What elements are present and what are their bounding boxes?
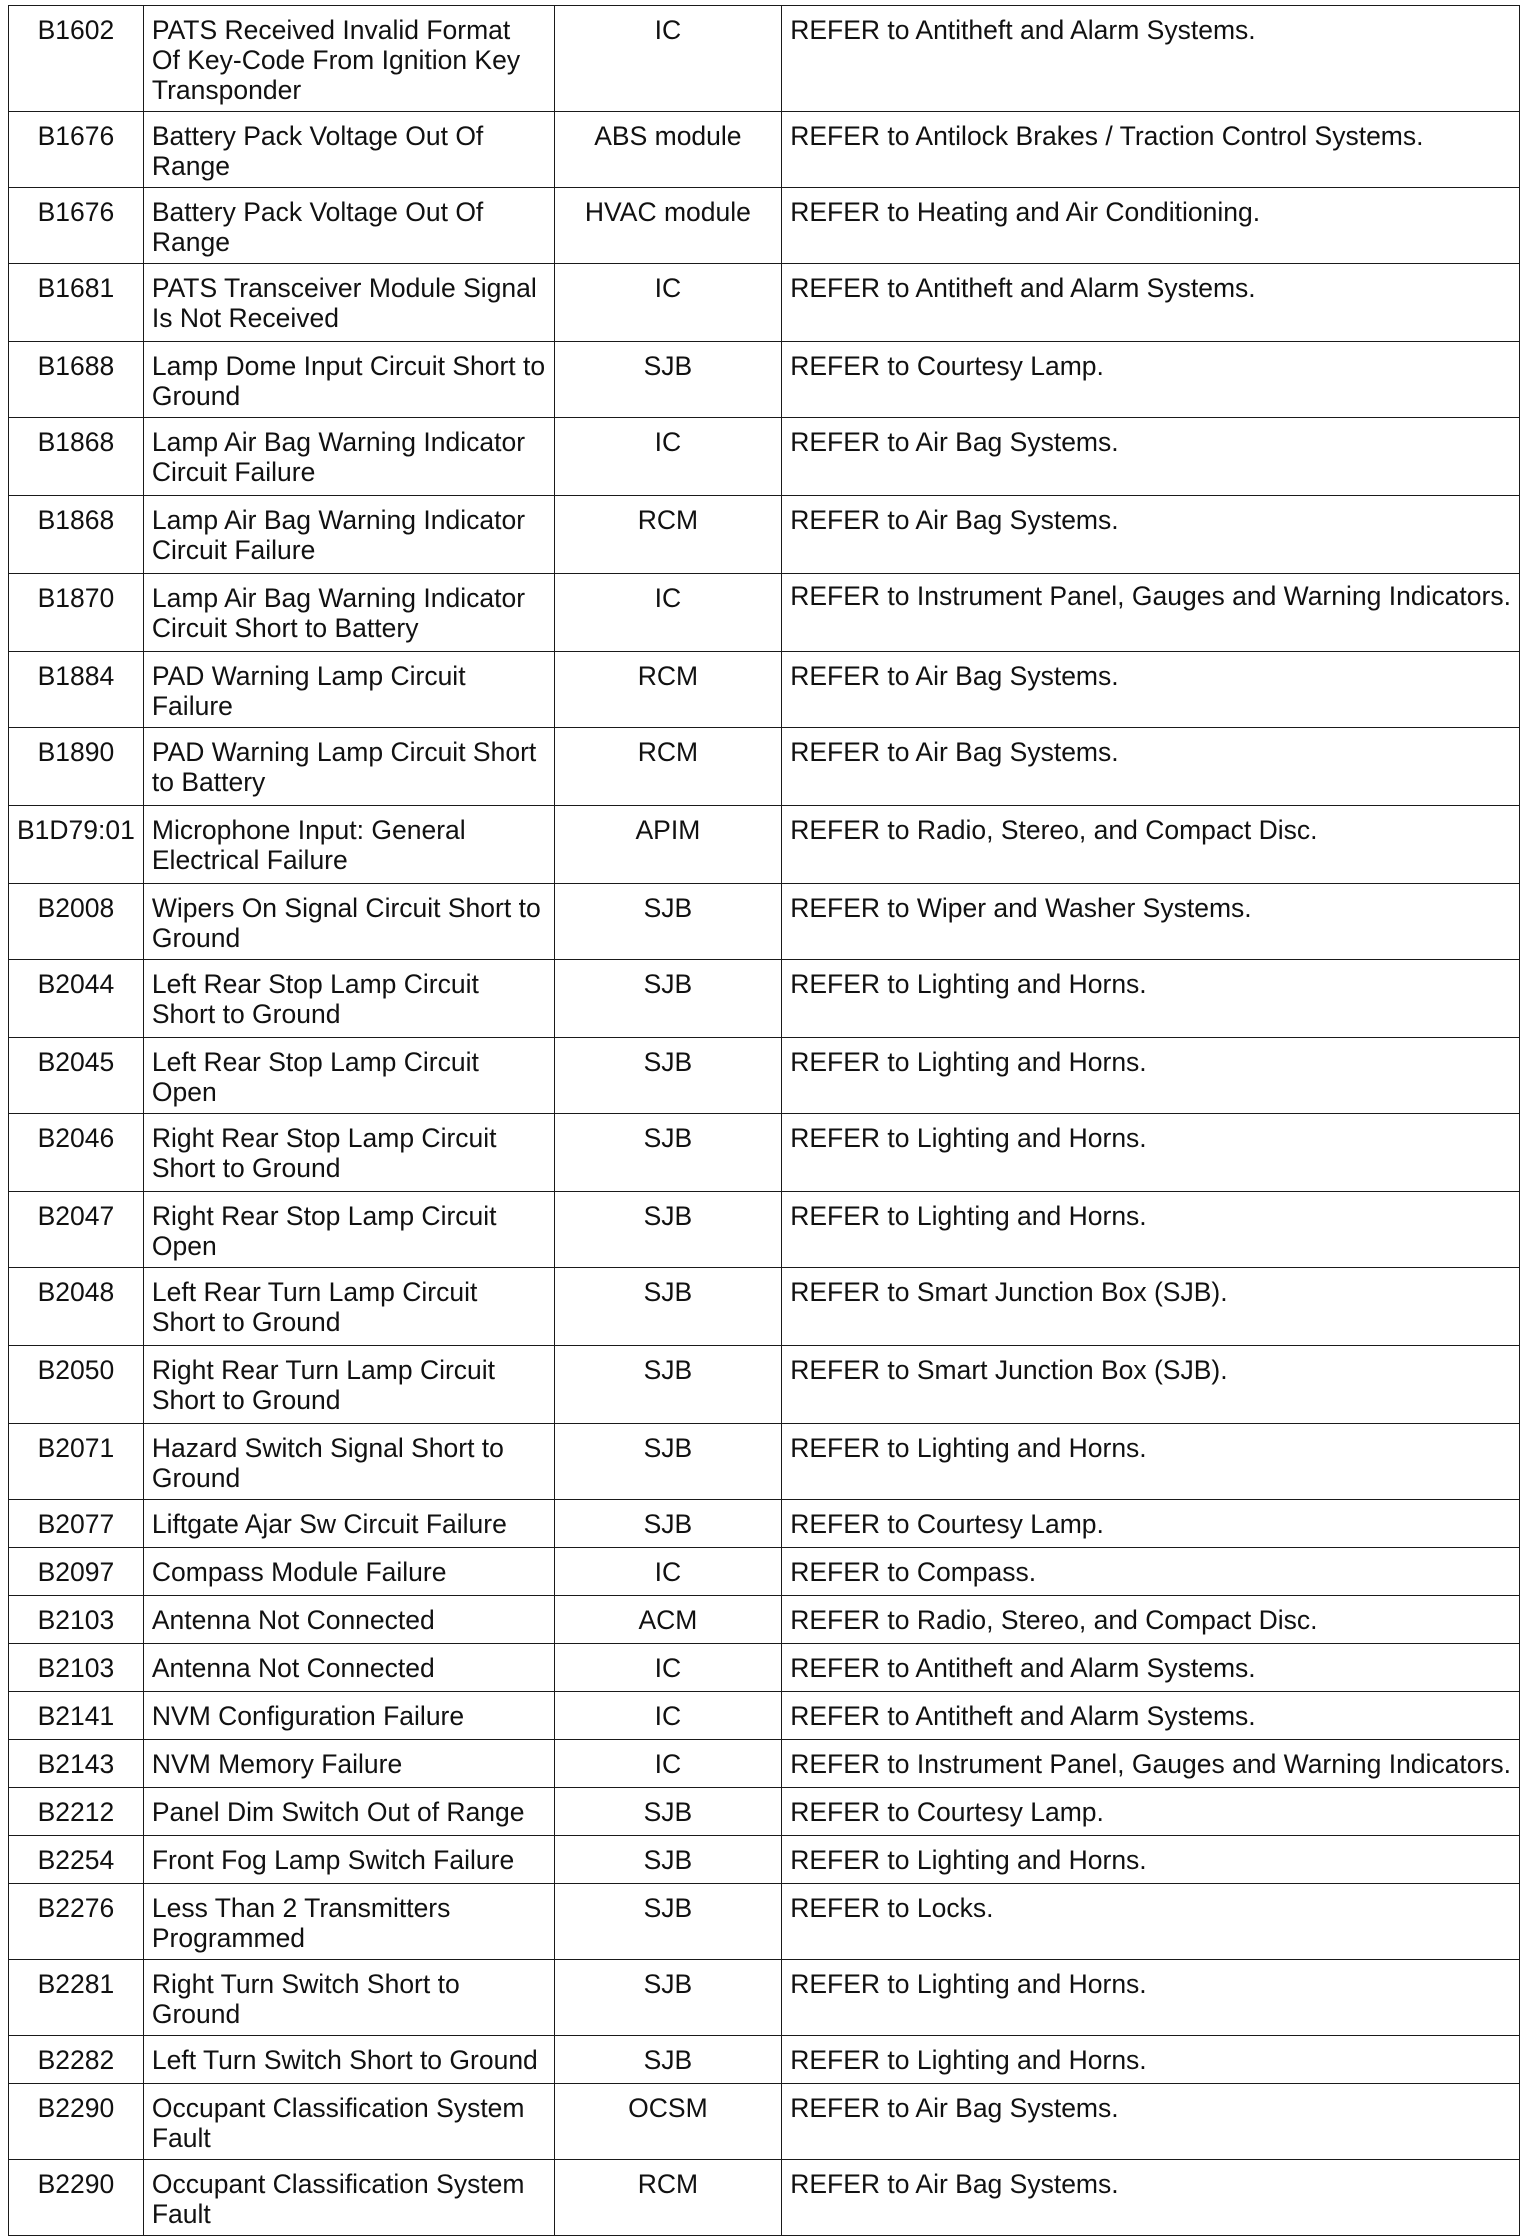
description-cell: Left Rear Stop Lamp Circuit Open (143, 1038, 554, 1114)
description-cell: Battery Pack Voltage Out Of Range (143, 112, 554, 188)
dtc-code-cell: B1602 (9, 6, 144, 112)
table-row (9, 1346, 1520, 1424)
module-cell: SJB (554, 1500, 782, 1548)
table-row (9, 496, 1520, 574)
table-row (9, 2084, 1520, 2160)
module-cell: RCM (554, 728, 782, 806)
table-row (9, 264, 1520, 342)
module-cell: IC (554, 1692, 782, 1740)
dtc-code-cell: B1681 (9, 264, 144, 342)
table-row (9, 960, 1520, 1038)
action-cell: REFER to Courtesy Lamp. (782, 1788, 1520, 1836)
action-cell: REFER to Air Bag Systems. (782, 2160, 1520, 2236)
action-cell: REFER to Instrument Panel, Gauges and Warning Indicators. (782, 574, 1520, 652)
table-row (9, 652, 1520, 728)
description-cell: Hazard Switch Signal Short to Ground (143, 1424, 554, 1500)
module-cell: IC (554, 6, 782, 112)
action-cell: REFER to Air Bag Systems. (782, 418, 1520, 496)
dtc-code-cell: B2044 (9, 960, 144, 1038)
dtc-code-cell: B1884 (9, 652, 144, 728)
action-cell: REFER to Lighting and Horns. (782, 1038, 1520, 1114)
action-cell: REFER to Courtesy Lamp. (782, 342, 1520, 418)
dtc-code-cell: B2046 (9, 1114, 144, 1192)
module-cell: SJB (554, 1268, 782, 1346)
dtc-code-cell: B2290 (9, 2160, 144, 2236)
module-cell: RCM (554, 496, 782, 574)
module-cell: RCM (554, 2160, 782, 2236)
dtc-code-cell: B1890 (9, 728, 144, 806)
action-cell: REFER to Lighting and Horns. (782, 1424, 1520, 1500)
table-row (9, 884, 1520, 960)
dtc-code-cell: B2141 (9, 1692, 144, 1740)
module-cell: SJB (554, 1884, 782, 1960)
table-row (9, 1644, 1520, 1692)
module-cell: ACM (554, 1596, 782, 1644)
table-row (9, 1038, 1520, 1114)
module-cell: IC (554, 1740, 782, 1788)
dtc-code-cell: B2097 (9, 1548, 144, 1596)
dtc-table (8, 5, 1520, 2236)
module-cell: SJB (554, 342, 782, 418)
table-row (9, 1596, 1520, 1644)
description-cell: Right Rear Stop Lamp Circuit Open (143, 1192, 554, 1268)
dtc-code-cell: B1870 (9, 574, 144, 652)
description-cell: Lamp Air Bag Warning Indicator Circuit Short to Battery (143, 574, 554, 652)
module-cell: SJB (554, 1960, 782, 2036)
description-cell: Lamp Air Bag Warning Indicator Circuit Failure (143, 418, 554, 496)
action-cell: REFER to Air Bag Systems. (782, 728, 1520, 806)
action-cell: REFER to Air Bag Systems. (782, 496, 1520, 574)
action-cell: REFER to Lighting and Horns. (782, 1114, 1520, 1192)
action-cell: REFER to Compass. (782, 1548, 1520, 1596)
dtc-code-cell: B1868 (9, 418, 144, 496)
dtc-code-cell: B2103 (9, 1596, 144, 1644)
description-cell: Left Rear Stop Lamp Circuit Short to Ground (143, 960, 554, 1038)
module-cell: IC (554, 574, 782, 652)
action-cell: REFER to Lighting and Horns. (782, 1192, 1520, 1268)
dtc-code-cell: B1868 (9, 496, 144, 574)
table-row (9, 574, 1520, 652)
module-cell: SJB (554, 2036, 782, 2084)
dtc-code-cell: B2071 (9, 1424, 144, 1500)
module-cell: IC (554, 1548, 782, 1596)
module-cell: SJB (554, 884, 782, 960)
module-cell: SJB (554, 1788, 782, 1836)
dtc-code-cell: B2143 (9, 1740, 144, 1788)
action-cell: REFER to Antitheft and Alarm Systems. (782, 1644, 1520, 1692)
action-cell: REFER to Courtesy Lamp. (782, 1500, 1520, 1548)
dtc-code-cell: B2282 (9, 2036, 144, 2084)
action-cell: REFER to Radio, Stereo, and Compact Disc. (782, 806, 1520, 884)
description-cell: PATS Transceiver Module Signal Is Not Received (143, 264, 554, 342)
table-row (9, 1424, 1520, 1500)
dtc-table-body (9, 6, 1520, 2236)
module-cell: SJB (554, 960, 782, 1038)
action-cell: REFER to Locks. (782, 1884, 1520, 1960)
module-cell: RCM (554, 652, 782, 728)
dtc-code-cell: B2103 (9, 1644, 144, 1692)
description-cell: NVM Configuration Failure (143, 1692, 554, 1740)
description-cell: Left Turn Switch Short to Ground (143, 2036, 554, 2084)
module-cell: SJB (554, 1038, 782, 1114)
description-cell: NVM Memory Failure (143, 1740, 554, 1788)
table-row (9, 1836, 1520, 1884)
dtc-code-cell: B2047 (9, 1192, 144, 1268)
table-row (9, 1960, 1520, 2036)
dtc-code-cell: B2050 (9, 1346, 144, 1424)
module-cell: OCSM (554, 2084, 782, 2160)
description-cell: Panel Dim Switch Out of Range (143, 1788, 554, 1836)
table-row (9, 1740, 1520, 1788)
description-cell: PAD Warning Lamp Circuit Failure (143, 652, 554, 728)
description-cell: Less Than 2 Transmitters Programmed (143, 1884, 554, 1960)
description-cell: Wipers On Signal Circuit Short to Ground (143, 884, 554, 960)
action-cell: REFER to Radio, Stereo, and Compact Disc. (782, 1596, 1520, 1644)
action-cell: REFER to Lighting and Horns. (782, 1960, 1520, 2036)
description-cell: Liftgate Ajar Sw Circuit Failure (143, 1500, 554, 1548)
description-cell: PAD Warning Lamp Circuit Short to Battery (143, 728, 554, 806)
description-cell: Antenna Not Connected (143, 1596, 554, 1644)
table-row (9, 188, 1520, 264)
module-cell: IC (554, 1644, 782, 1692)
table-row (9, 1114, 1520, 1192)
action-cell: REFER to Antitheft and Alarm Systems. (782, 264, 1520, 342)
dtc-code-cell: B2281 (9, 1960, 144, 2036)
description-cell: Right Rear Turn Lamp Circuit Short to Ground (143, 1346, 554, 1424)
description-cell: Compass Module Failure (143, 1548, 554, 1596)
action-cell: REFER to Heating and Air Conditioning. (782, 188, 1520, 264)
description-cell: Lamp Air Bag Warning Indicator Circuit Failure (143, 496, 554, 574)
table-row (9, 112, 1520, 188)
action-cell: REFER to Instrument Panel, Gauges and Warning Indicators. (782, 1740, 1520, 1788)
table-row (9, 1788, 1520, 1836)
module-cell: APIM (554, 806, 782, 884)
action-cell: REFER to Lighting and Horns. (782, 2036, 1520, 2084)
action-cell: REFER to Wiper and Washer Systems. (782, 884, 1520, 960)
action-cell: REFER to Antilock Brakes / Traction Control Systems. (782, 112, 1520, 188)
table-row (9, 1268, 1520, 1346)
description-cell: Microphone Input: General Electrical Failure (143, 806, 554, 884)
module-cell: ABS module (554, 112, 782, 188)
description-cell: Front Fog Lamp Switch Failure (143, 1836, 554, 1884)
dtc-code-cell: B2254 (9, 1836, 144, 1884)
description-cell: Lamp Dome Input Circuit Short to Ground (143, 342, 554, 418)
dtc-code-cell: B1688 (9, 342, 144, 418)
dtc-code-cell: B2048 (9, 1268, 144, 1346)
dtc-code-cell: B2212 (9, 1788, 144, 1836)
table-row (9, 342, 1520, 418)
description-cell: Occupant Classification System Fault (143, 2084, 554, 2160)
module-cell: SJB (554, 1424, 782, 1500)
module-cell: IC (554, 264, 782, 342)
dtc-code-cell: B1676 (9, 188, 144, 264)
table-row (9, 6, 1520, 112)
table-row (9, 728, 1520, 806)
description-cell: Left Rear Turn Lamp Circuit Short to Ground (143, 1268, 554, 1346)
description-cell: Battery Pack Voltage Out Of Range (143, 188, 554, 264)
description-cell: Antenna Not Connected (143, 1644, 554, 1692)
action-cell: REFER to Smart Junction Box (SJB). (782, 1268, 1520, 1346)
description-cell: Occupant Classification System Fault (143, 2160, 554, 2236)
module-cell: IC (554, 418, 782, 496)
table-row (9, 1548, 1520, 1596)
table-row (9, 1884, 1520, 1960)
dtc-code-cell: B2045 (9, 1038, 144, 1114)
table-row (9, 418, 1520, 496)
module-cell: SJB (554, 1836, 782, 1884)
table-row (9, 1192, 1520, 1268)
module-cell: SJB (554, 1346, 782, 1424)
dtc-code-cell: B2276 (9, 1884, 144, 1960)
dtc-code-cell: B2008 (9, 884, 144, 960)
action-cell: REFER to Smart Junction Box (SJB). (782, 1346, 1520, 1424)
dtc-code-cell: B2290 (9, 2084, 144, 2160)
module-cell: HVAC module (554, 188, 782, 264)
table-row (9, 806, 1520, 884)
module-cell: SJB (554, 1192, 782, 1268)
module-cell: SJB (554, 1114, 782, 1192)
action-cell: REFER to Antitheft and Alarm Systems. (782, 1692, 1520, 1740)
dtc-code-cell: B1676 (9, 112, 144, 188)
table-row (9, 2160, 1520, 2236)
action-cell: REFER to Air Bag Systems. (782, 2084, 1520, 2160)
dtc-code-cell: B1D79:01 (9, 806, 144, 884)
action-cell: REFER to Lighting and Horns. (782, 960, 1520, 1038)
table-row (9, 2036, 1520, 2084)
table-row (9, 1692, 1520, 1740)
description-cell: PATS Received Invalid Format Of Key-Code From Ignition Key Transponder (143, 6, 554, 112)
dtc-code-cell: B2077 (9, 1500, 144, 1548)
action-cell: REFER to Air Bag Systems. (782, 652, 1520, 728)
table-row (9, 1500, 1520, 1548)
action-cell: REFER to Antitheft and Alarm Systems. (782, 6, 1520, 112)
description-cell: Right Rear Stop Lamp Circuit Short to Ground (143, 1114, 554, 1192)
description-cell: Right Turn Switch Short to Ground (143, 1960, 554, 2036)
action-cell: REFER to Lighting and Horns. (782, 1836, 1520, 1884)
